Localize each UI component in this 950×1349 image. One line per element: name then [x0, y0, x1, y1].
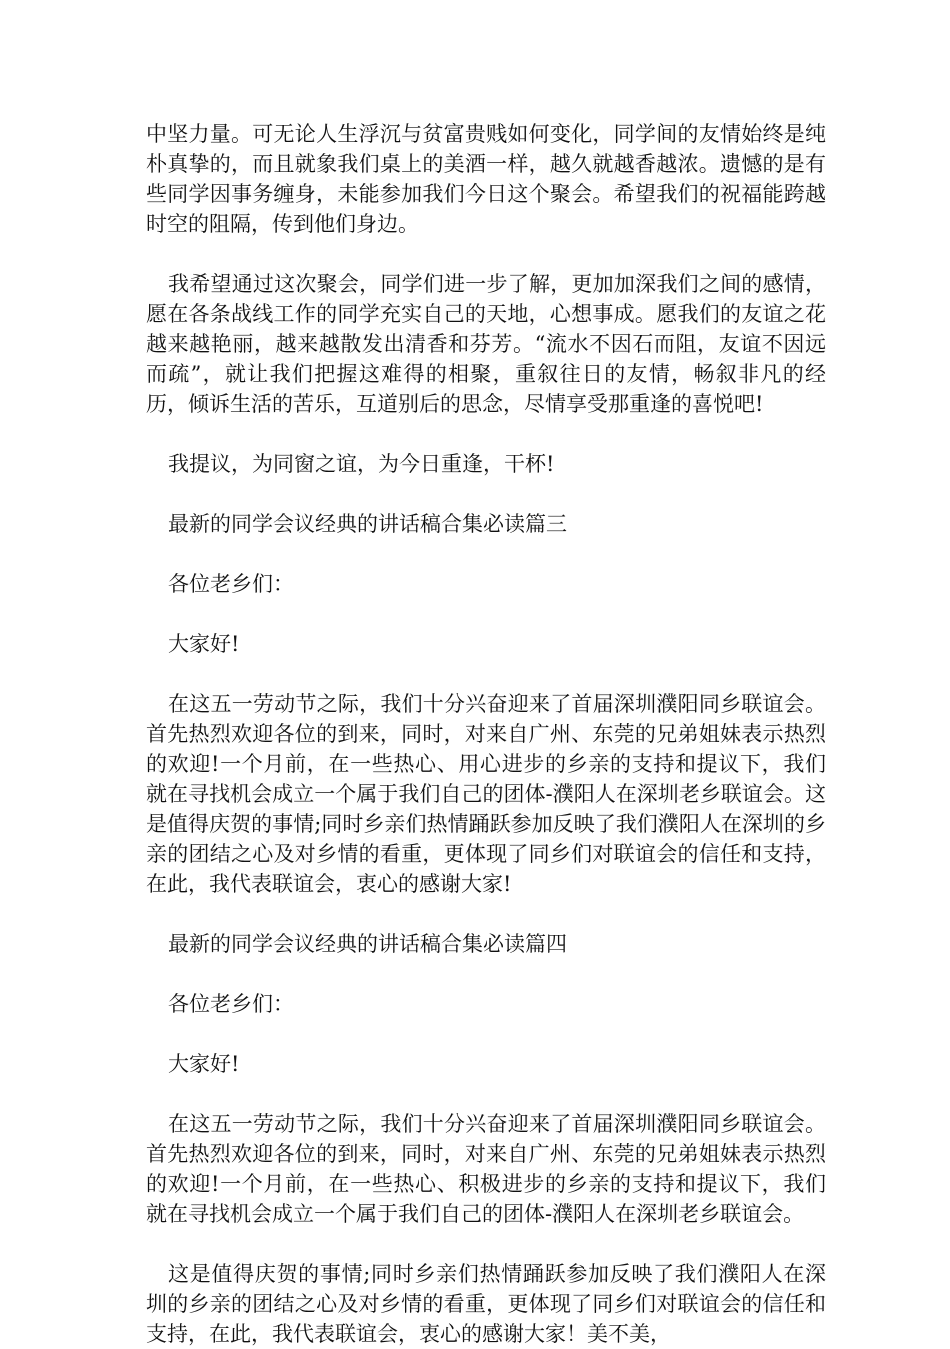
- paragraph-2: 我希望通过这次聚会，同学们进一步了解，更加加深我们之间的感情，愿在各条战线工作的同学充实自己的天地，心想事成。愿我们的友谊之花越来越艳丽，越来越散发出清香和芬芳。“流水不因石而阻，友谊不因远而疏”，就让我们把握这难得的相聚，重叙往日的友情，畅叙非凡的经历，倾诉生活的苦乐，互道别后的思念，尽情享受那重逢的喜悦吧!: [146, 272, 826, 416]
- paragraph-12: 这是值得庆贺的事情;同时乡亲们热情踊跃参加反映了我们濮阳人在深圳的乡亲的团结之心及对乡情的看重，更体现了同乡们对联谊会的信任和支持，在此，我代表联谊会，衷心的感谢大家！美不美，: [146, 1262, 826, 1346]
- greeting-2: 大家好!: [168, 1052, 240, 1076]
- paragraph-1: 中坚力量。可无论人生浮沉与贫富贵贱如何变化，同学间的友情始终是纯朴真挚的，而且就象我们桌上的美酒一样，越久就越香越浓。遗憾的是有些同学因事务缠身，未能参加我们今日这个聚会。希望我们的祝福能跨越时空的阻隔，传到他们身边。: [146, 122, 826, 236]
- salutation-2: 各位老乡们：: [168, 992, 294, 1016]
- paragraph-3: 我提议，为同窗之谊，为今日重逢，干杯!: [168, 452, 555, 476]
- section-heading-3: 最新的同学会议经典的讲话稿合集必读篇三: [168, 512, 567, 536]
- paragraph-11: 在这五一劳动节之际，我们十分兴奋迎来了首届深圳濮阳同乡联谊会。首先热烈欢迎各位的到来，同时，对来自广州、东莞的兄弟姐妹表示热烈的欢迎!一个月前，在一些热心、积极进步的乡亲的支持和提议下，我们就在寻找机会成立一个属于我们自己的团体-濮阳人在深圳老乡联谊会。: [146, 1112, 826, 1226]
- document-page: [146, 119, 826, 1349]
- greeting-1: 大家好!: [168, 632, 240, 656]
- salutation-1: 各位老乡们：: [168, 572, 294, 596]
- paragraph-7: 在这五一劳动节之际，我们十分兴奋迎来了首届深圳濮阳同乡联谊会。首先热烈欢迎各位的到来，同时，对来自广州、东莞的兄弟姐妹表示热烈的欢迎!一个月前，在一些热心、用心进步的乡亲的支持和提议下，我们就在寻找机会成立一个属于我们自己的团体-濮阳人在深圳老乡联谊会。这是值得庆贺的事情;同时乡亲们热情踊跃参加反映了我们濮阳人在深圳的乡亲的团结之心及对乡情的看重，更体现了同乡们对联谊会的信任和支持，在此，我代表联谊会，衷心的感谢大家!: [146, 692, 826, 896]
- section-heading-4: 最新的同学会议经典的讲话稿合集必读篇四: [168, 932, 567, 956]
